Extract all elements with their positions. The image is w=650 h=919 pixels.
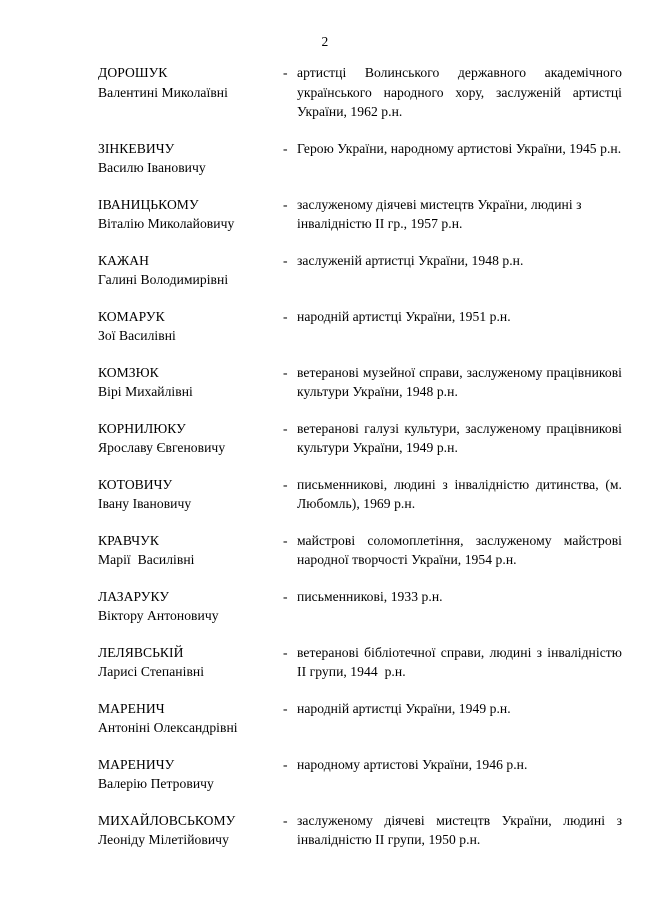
recipient-given-name: Марії Василівні <box>98 552 195 567</box>
recipient-name-block <box>98 307 283 346</box>
award-entry <box>98 363 626 402</box>
recipient-given-name: Віктору Антоновичу <box>98 608 219 623</box>
award-description: майстрові соломоплетіння, заслуженому майстрові народної творчості України, 1954 р.н. <box>297 532 626 567</box>
recipient-surname: ЗІНКЕВИЧУ <box>98 140 175 156</box>
entry-dash-separator: - <box>283 644 288 660</box>
entry-dash-separator: - <box>283 65 288 80</box>
award-description: письменникові, людині з інвалідністю дитинства, (м. Любомль), 1969 р.н. <box>297 476 626 511</box>
entry-dash-separator: - <box>283 532 288 548</box>
recipient-name-block <box>98 139 283 178</box>
entry-dash-separator: - <box>283 756 288 772</box>
recipient-name-block <box>98 699 283 738</box>
recipient-surname: ДОРОШУК <box>98 65 168 80</box>
award-entry <box>98 755 622 794</box>
entry-dash-separator: - <box>283 252 288 268</box>
recipient-name-block <box>98 811 283 850</box>
recipient-name-block <box>98 419 283 458</box>
entry-dash-separator: - <box>283 812 288 828</box>
recipient-surname: МИХАЙЛОВСЬКОМУ <box>98 812 236 828</box>
entry-dash-separator: - <box>283 196 288 212</box>
award-recipient-list <box>98 63 629 850</box>
award-entry <box>98 139 622 178</box>
recipient-given-name: Івану Івановичу <box>98 496 192 511</box>
recipient-name-block <box>98 643 283 682</box>
entry-dash-separator: - <box>283 364 288 380</box>
recipient-given-name: Валерію Петровичу <box>98 776 214 791</box>
recipient-name-block <box>98 755 283 794</box>
recipient-surname: КОМАРУК <box>98 308 165 324</box>
award-description: заслуженому діячеві мистецтв України, людині з інвалідністю II групи, 1950 р.н. <box>297 812 626 847</box>
award-entry <box>98 475 626 514</box>
award-entry <box>98 643 626 682</box>
award-description: народній артистці України, 1951 р.н. <box>297 308 511 324</box>
recipient-given-name: Галині Володимирівні <box>98 272 229 287</box>
recipient-surname: МАРЕНИЧ <box>98 700 165 716</box>
recipient-surname: ЛЕЛЯВСЬКІЙ <box>98 644 184 660</box>
award-description: заслуженій артистці України, 1948 р.н. <box>297 252 524 268</box>
recipient-name-block <box>98 251 283 290</box>
recipient-surname: КРАВЧУК <box>98 532 159 548</box>
recipient-given-name: Зої Василівні <box>98 328 176 343</box>
recipient-name-block <box>98 63 283 102</box>
award-description: артистці Волинського державного академічного українського народного хору, заслуженій артистці України, 1962 р.н. <box>297 65 629 119</box>
award-description: ветеранові музейної справи, заслуженому працівникові культури України, 1948 р.н. <box>297 364 626 399</box>
award-entry <box>98 531 626 570</box>
entry-dash-separator: - <box>283 420 288 436</box>
award-description: письменникові, 1933 р.н. <box>297 588 443 604</box>
recipient-surname: КОМЗЮК <box>98 364 159 380</box>
recipient-name-block <box>98 475 283 514</box>
recipient-name-block <box>98 587 283 626</box>
recipient-given-name: Вірі Михайлівні <box>98 384 193 399</box>
entry-dash-separator: - <box>283 588 288 604</box>
recipient-name-block <box>98 363 283 402</box>
recipient-name-block <box>98 195 283 234</box>
recipient-surname: КОРНИЛЮКУ <box>98 420 186 436</box>
entry-dash-separator: - <box>283 700 288 716</box>
recipient-surname: ІВАНИЦЬКОМУ <box>98 196 199 212</box>
award-description: народному артистові України, 1946 р.н. <box>297 756 528 772</box>
recipient-given-name: Ярославу Євгеновичу <box>98 440 226 455</box>
award-entry <box>98 811 626 850</box>
recipient-given-name: Валентині Миколаївні <box>98 84 228 100</box>
award-description: народній артистці України, 1949 р.н. <box>297 700 511 716</box>
award-entry <box>98 251 622 290</box>
entry-dash-separator: - <box>283 308 288 324</box>
recipient-name-block <box>98 531 283 570</box>
recipient-surname: ЛАЗАРУКУ <box>98 588 169 604</box>
entry-dash-separator: - <box>283 476 288 492</box>
recipient-given-name: Антоніні Олександрівні <box>98 720 238 735</box>
award-description: ветеранові бібліотечної справи, людині з інвалідністю II групи, 1944 р.н. <box>297 644 626 679</box>
award-description: заслуженому діячеві мистецтв України, людині з інвалідністю II гр., 1957 р.н. <box>297 196 586 231</box>
recipient-surname: МАРЕНИЧУ <box>98 756 175 772</box>
award-entry <box>98 419 626 458</box>
entry-dash-separator: - <box>283 140 288 156</box>
recipient-surname: КОТОВИЧУ <box>98 476 173 492</box>
award-description: ветеранові галузі культури, заслуженому працівникові культури України, 1949 р.н. <box>297 420 626 455</box>
recipient-given-name: Віталію Миколайовичу <box>98 216 235 231</box>
award-entry <box>98 699 622 738</box>
award-entry <box>98 195 622 234</box>
award-entry <box>98 63 629 122</box>
page-number: 2 <box>321 34 329 49</box>
recipient-given-name: Леоніду Мілетійовичу <box>98 832 229 847</box>
award-entry <box>98 307 622 346</box>
award-description: Герою України, народному артистові України, 1945 р.н. <box>297 140 622 156</box>
recipient-surname: КАЖАН <box>98 252 149 268</box>
award-entry <box>98 587 622 626</box>
recipient-given-name: Ларисі Степанівні <box>98 664 205 679</box>
recipient-given-name: Василю Івановичу <box>98 160 206 175</box>
